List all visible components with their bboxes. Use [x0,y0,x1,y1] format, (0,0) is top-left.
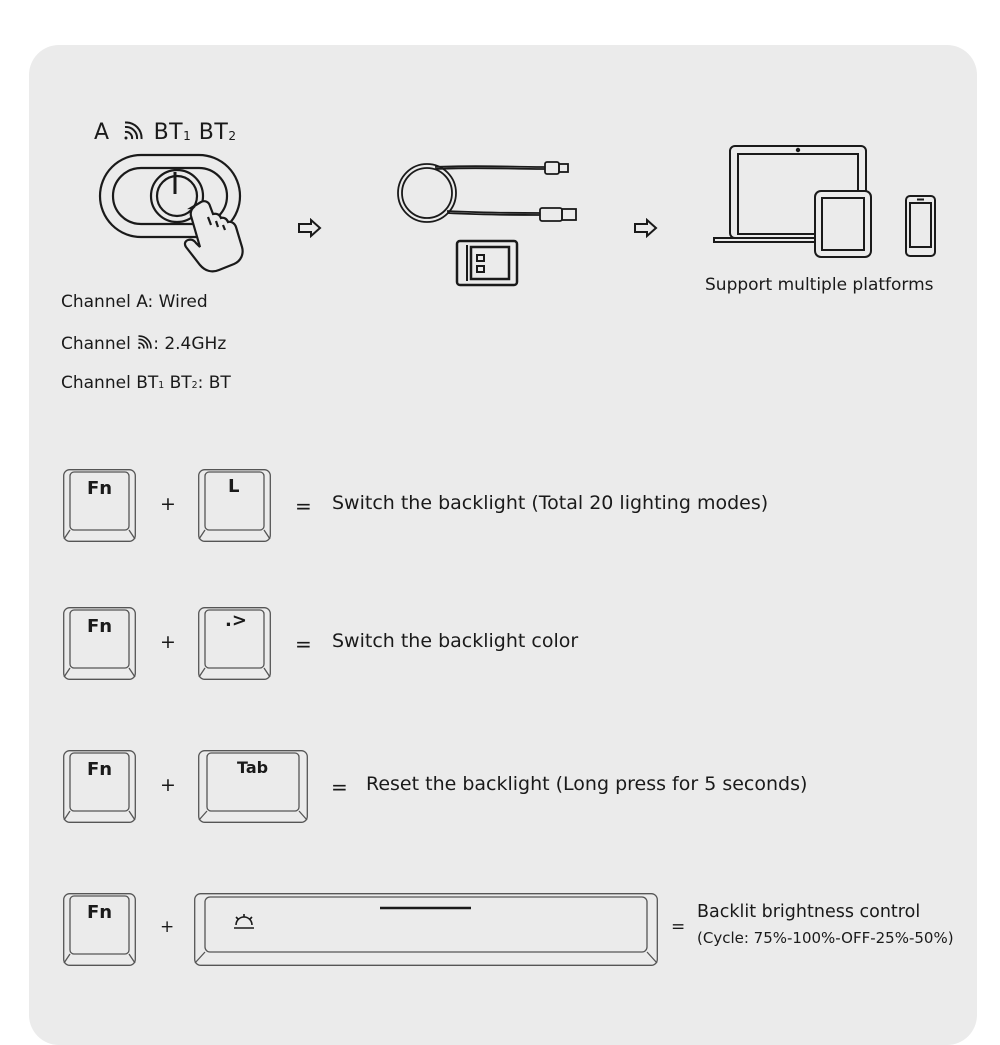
plus-sign: + [160,774,176,796]
equals-sign: = [295,632,312,656]
shortcut-description: Backlit brightness control [697,902,921,922]
brightness-cycle-note: (Cycle: 75%-100%-OFF-25%-50%) [697,929,954,947]
key-fn: Fn [63,607,136,680]
plus-sign: + [160,493,176,515]
key-fn: Fn [63,893,136,966]
key-fn: Fn [63,469,136,542]
channel-a-text: Channel A: Wired [61,292,208,312]
equals-sign: = [671,917,686,937]
mode-label-bt2: $BT_2$ [198,120,237,145]
key-period: .> [198,607,271,680]
shortcut-description: Reset the backlight (Long press for 5 seconds) [366,773,808,795]
channel-24g-text: Channel : 2.4GHz [61,334,227,354]
usb-cable-illustration [395,155,585,290]
equals-sign: = [331,775,348,799]
plus-sign: + [160,631,176,653]
key-space [194,893,658,966]
key-l: L [198,469,271,542]
shortcut-description: Switch the backlight (Total 20 lighting modes) [332,492,769,514]
backlight-icon [232,913,256,931]
mode-label-bt1: $BT_1$ [153,120,192,145]
equals-sign: = [295,494,312,518]
key-tab: Tab [198,750,308,823]
arrow-right-icon [297,218,323,238]
arrow-right-icon [633,218,659,238]
platforms-label: Support multiple platforms [705,275,934,295]
channel-bt-text: Channel $BT_1$ $BT_2$: BT [61,373,231,393]
mode-selector-labels [94,120,237,145]
wireless-icon-small [137,335,152,350]
shortcut-description: Switch the backlight color [332,630,579,652]
plus-sign: + [160,917,175,937]
devices-illustration [712,143,942,263]
wireless-icon [123,121,143,141]
mode-label-a: A [94,120,110,145]
mode-switch-illustration [95,150,255,280]
key-fn: Fn [63,750,136,823]
